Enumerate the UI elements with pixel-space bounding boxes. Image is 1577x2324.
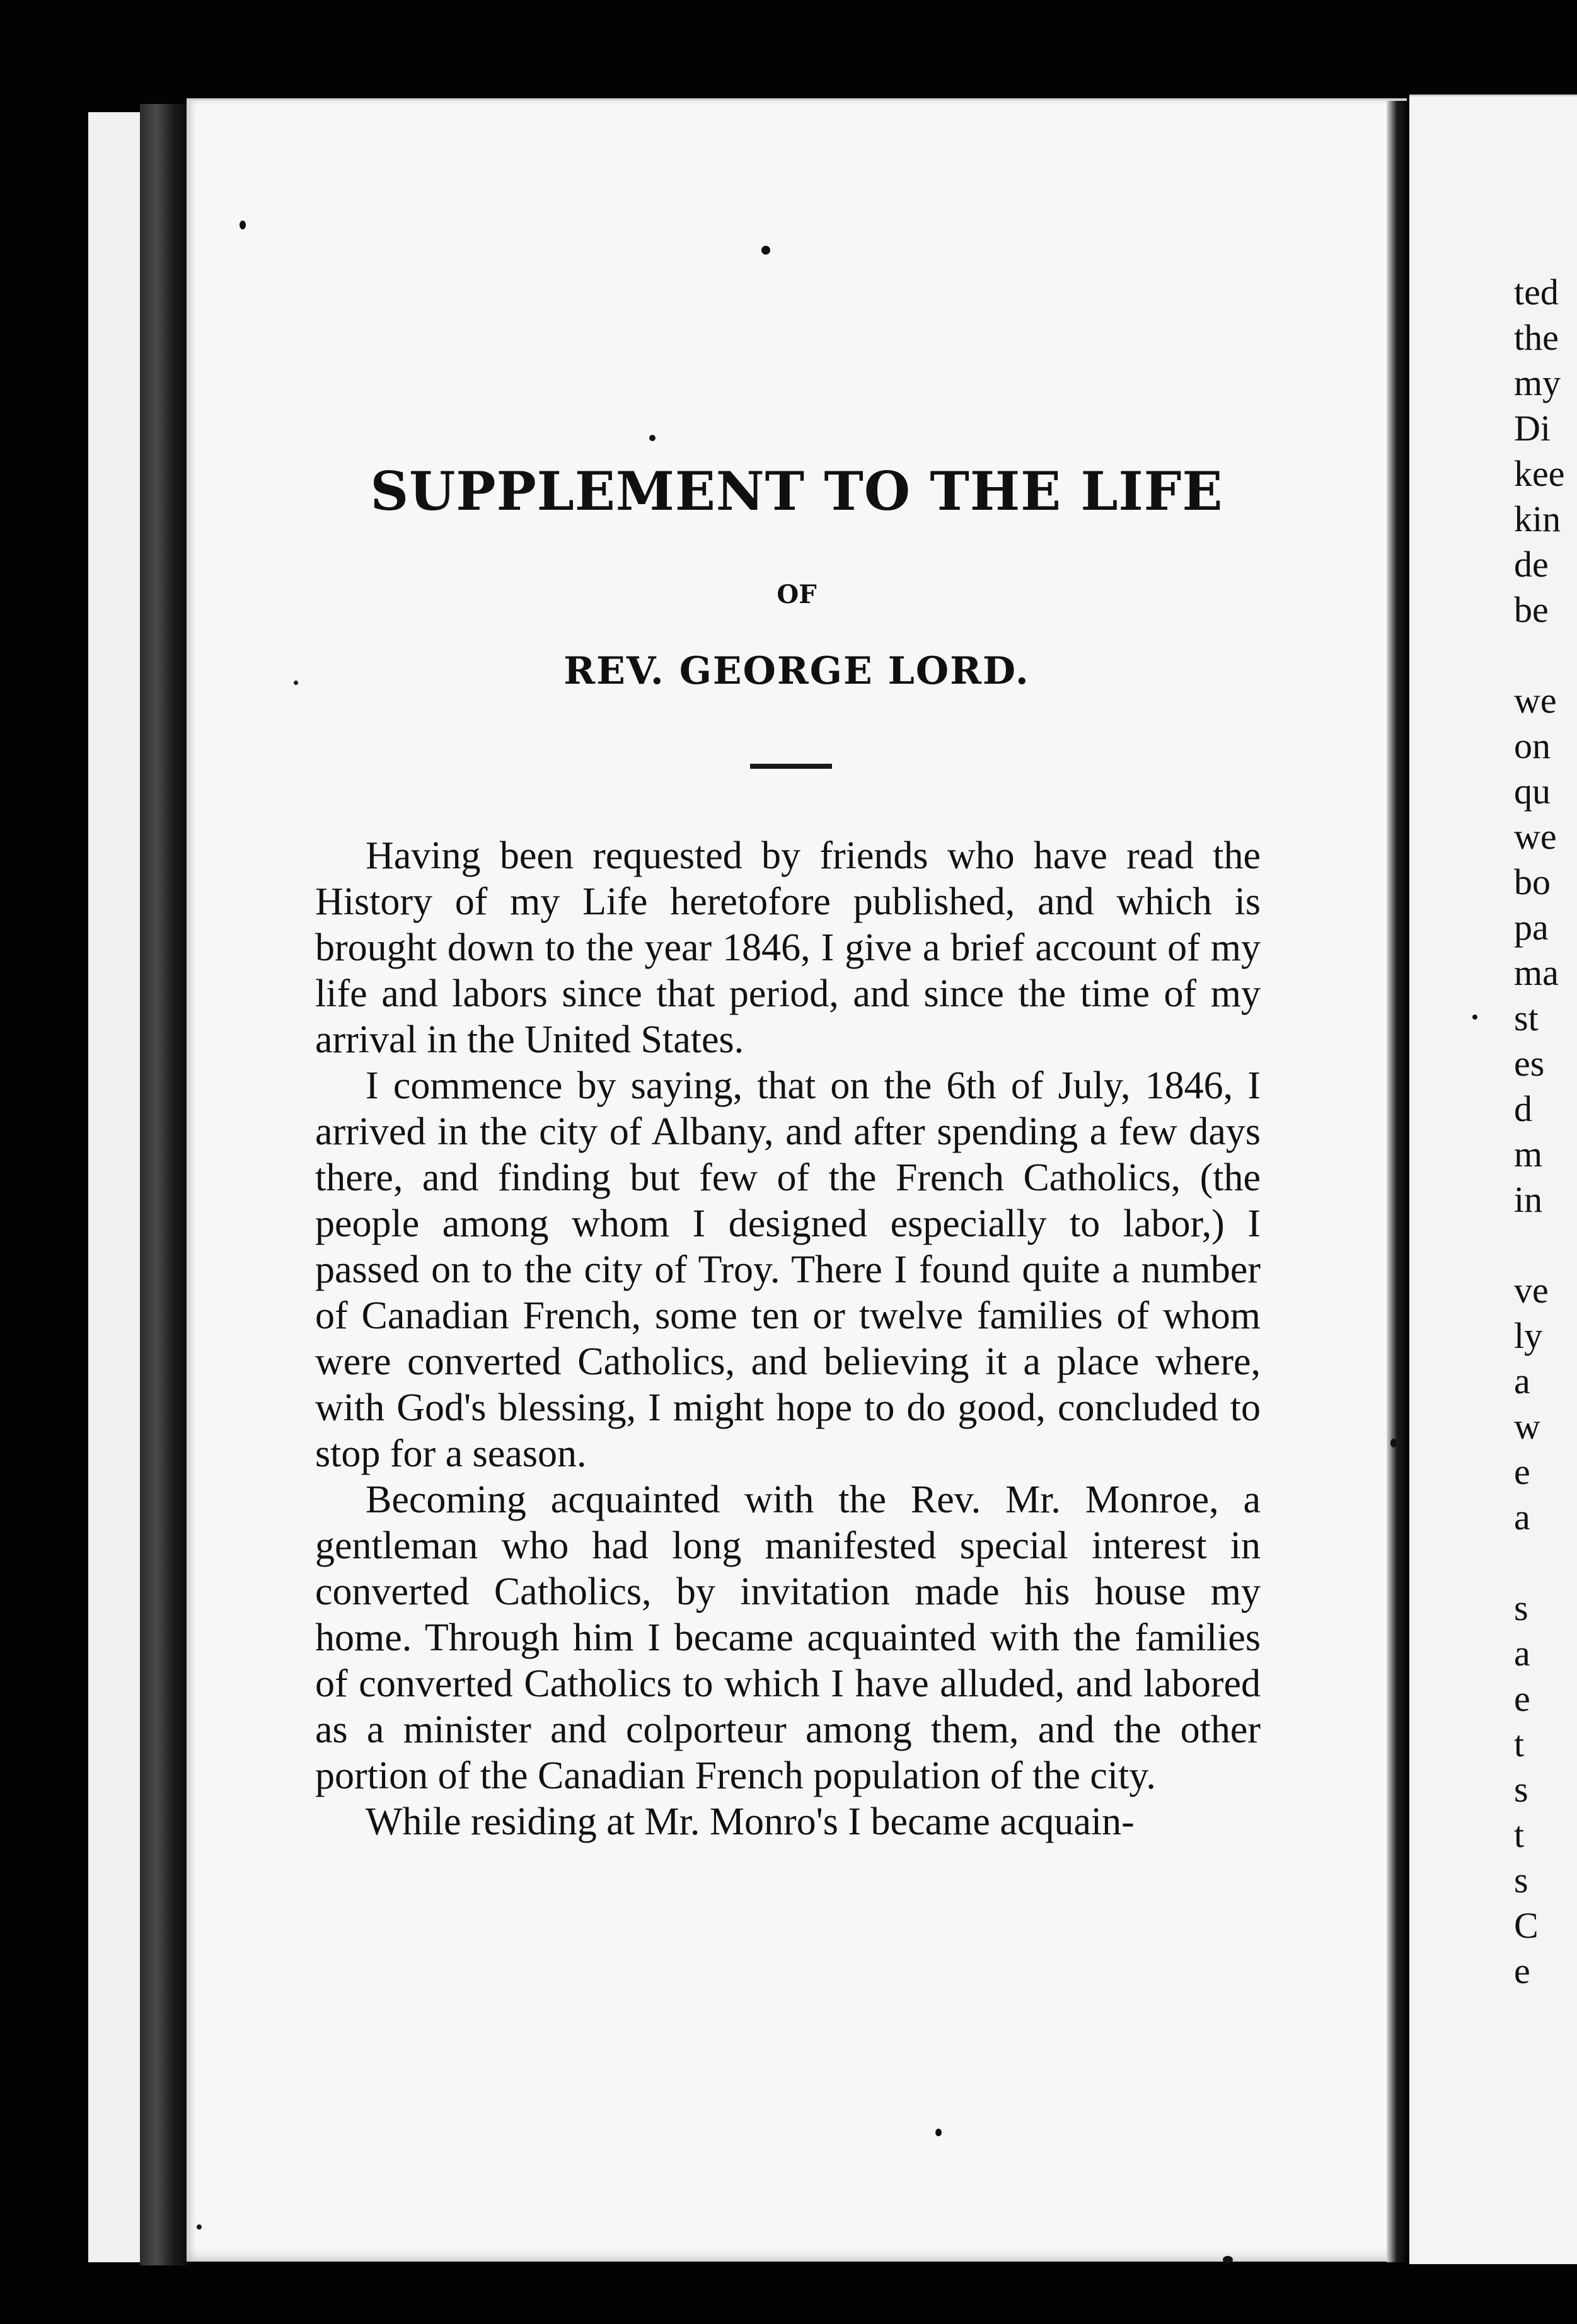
- scan-speck: [240, 221, 246, 229]
- line-fragment: [1514, 633, 1577, 678]
- scan-speck: [935, 2129, 942, 2136]
- scan-speck: [761, 246, 770, 255]
- line-fragment: e: [1514, 1451, 1530, 1492]
- line-fragment: a: [1514, 1360, 1530, 1401]
- line-fragment: ve: [1514, 1270, 1549, 1311]
- line-fragment: w: [1514, 1406, 1540, 1447]
- line-fragment: st: [1514, 998, 1539, 1038]
- scan-speck: [197, 2224, 202, 2229]
- line-fragment: ted: [1514, 272, 1559, 313]
- line-fragment: in: [1514, 1179, 1543, 1220]
- body-text: [315, 833, 1261, 1845]
- line-fragment: kin: [1514, 498, 1561, 539]
- line-fragment: the: [1514, 317, 1559, 358]
- scan-speck: [1390, 1439, 1397, 1447]
- right-page-text: [1514, 270, 1577, 1994]
- scan-speck: [649, 435, 656, 441]
- paragraph: I commence by saying, that on the 6th of July, 1846, I arrived in the city of Albany, and after spending a few days there, and finding but few of the French Catholics, (the people among whom I designed especially to labor,) I passed on to the city of Troy. There I found quite a number of Canadian French, some ten or twelve families of whom were converted Catholics, and believing it a place where, with God's blessing, I might hope to do good, concluded to stop for a season.: [315, 1064, 1261, 1475]
- line-fragment: de: [1514, 544, 1549, 585]
- line-fragment: s: [1514, 1769, 1528, 1810]
- line-fragment: t: [1514, 1723, 1525, 1764]
- page-gutter: [1387, 101, 1409, 2262]
- scan-speck: [1472, 1015, 1477, 1020]
- line-fragment: pa: [1514, 907, 1549, 948]
- title-rule: [750, 764, 832, 769]
- line-fragment: a: [1514, 1497, 1530, 1538]
- line-fragment: my: [1514, 362, 1561, 403]
- line-fragment: s: [1514, 1860, 1528, 1901]
- line-fragment: Di: [1514, 408, 1551, 449]
- author-name: REV. GEORGE LORD.: [563, 649, 1030, 693]
- line-fragment: ly: [1514, 1315, 1543, 1356]
- line-fragment: on: [1514, 725, 1551, 766]
- page-title: SUPPLEMENT TO THE LIFE: [370, 460, 1223, 522]
- line-fragment: be: [1514, 589, 1549, 630]
- line-fragment: s: [1514, 1587, 1528, 1628]
- title-of-line: OF: [777, 580, 817, 609]
- line-fragment: [1514, 1540, 1577, 1585]
- line-fragment: m: [1514, 1134, 1543, 1175]
- line-fragment: e: [1514, 1678, 1530, 1719]
- line-fragment: bo: [1514, 861, 1551, 902]
- line-fragment: e: [1514, 1950, 1530, 1991]
- paragraph: Having been requested by friends who have read the History of my Life heretofore published, and which is brought down to the year 1846, I give a brief account of my life and labors since that period, and since the time of my arrival in the United States.: [315, 834, 1261, 1061]
- paragraph: Becoming acquainted with the Rev. Mr. Monroe, a gentleman who had long manifested special interest in converted Catholics, by invitation made his house my home. Through him I became acquainted with the families of converted Catholics to which I have alluded, and labored as a minister and colporteur among them, and the other portion of the Canadian French population of the city.: [315, 1478, 1261, 1797]
- binding-strip: [88, 112, 141, 2262]
- scan-speck: [1223, 2256, 1233, 2264]
- line-fragment: C: [1514, 1905, 1539, 1946]
- line-fragment: we: [1514, 816, 1557, 857]
- line-fragment: es: [1514, 1043, 1545, 1084]
- line-fragment: kee: [1514, 453, 1565, 494]
- line-fragment: qu: [1514, 771, 1551, 812]
- book-spine: [140, 104, 188, 2265]
- line-fragment: a: [1514, 1633, 1530, 1674]
- scan-speck: [294, 681, 298, 685]
- line-fragment: [1514, 1222, 1577, 1268]
- paragraph: While residing at Mr. Monro's I became acquain-: [366, 1800, 1135, 1843]
- line-fragment: we: [1514, 680, 1557, 721]
- line-fragment: d: [1514, 1088, 1532, 1129]
- line-fragment: ma: [1514, 952, 1559, 993]
- line-fragment: t: [1514, 1814, 1525, 1855]
